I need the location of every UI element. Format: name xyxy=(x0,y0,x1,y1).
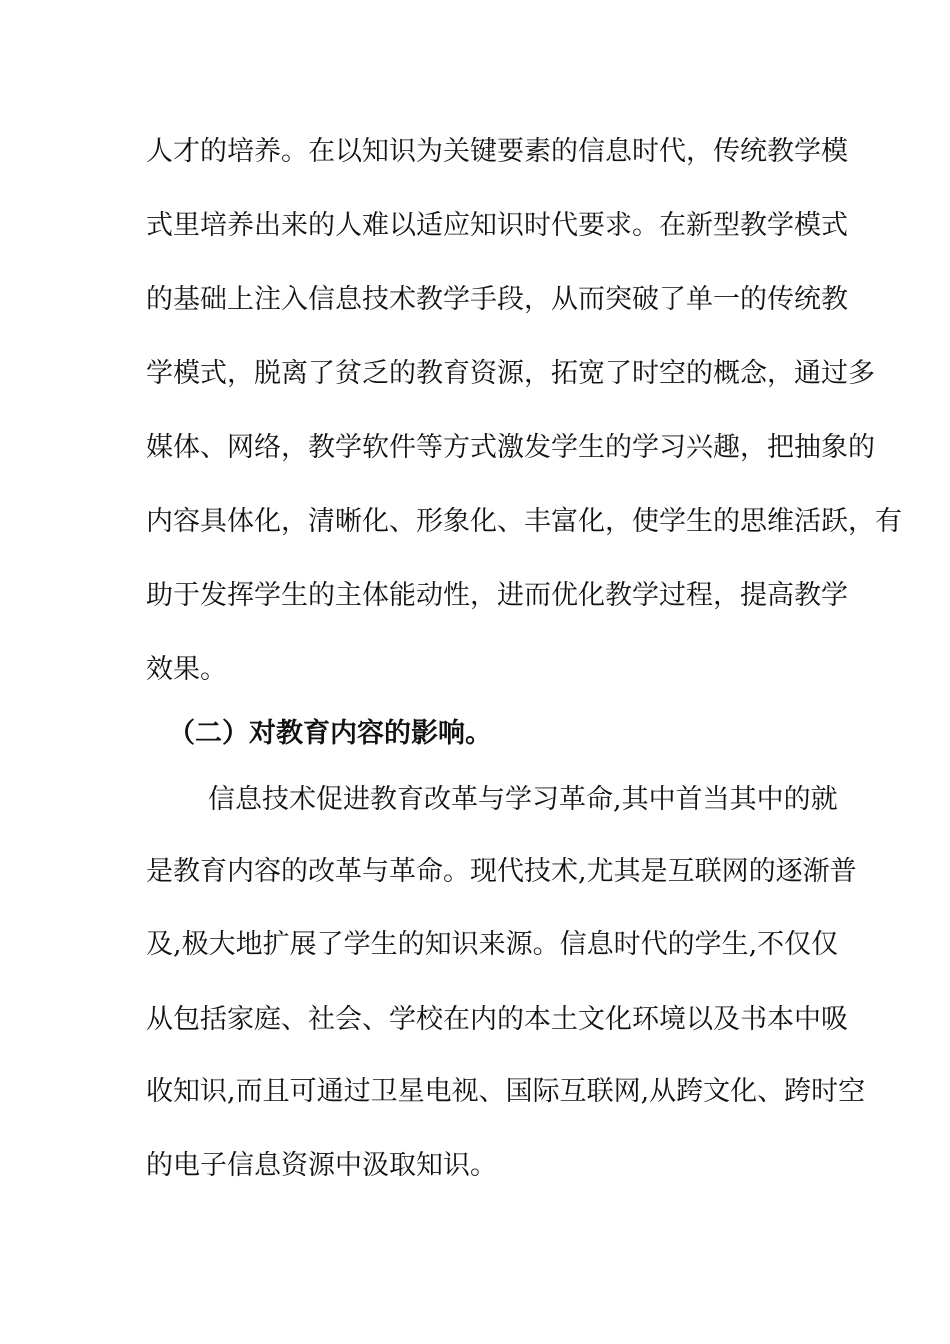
paragraph-2-line-3: 及,极大地扩展了学生的知识来源。信息时代的学生,不仅仅 xyxy=(146,929,839,960)
paragraph-2-line-1: 信息技术促进教育改革与学习革命,其中首当其中的就 xyxy=(208,784,838,815)
paragraph-1-line-1: 人才的培养。在以知识为关键要素的信息时代，传统教学模 xyxy=(146,136,848,167)
paragraph-2-line-6: 的电子信息资源中汲取知识。 xyxy=(146,1150,497,1181)
paragraph-2-line-5: 收知识,而且可通过卫星电视、国际互联网,从跨文化、跨时空 xyxy=(146,1076,866,1107)
paragraph-2-line-4: 从包括家庭、社会、学校在内的本土文化环境以及书本中吸 xyxy=(146,1004,848,1035)
paragraph-1-line-5: 媒体、网络，教学软件等方式激发学生的学习兴趣，把抽象的 xyxy=(146,432,875,463)
paragraph-1-line-4: 学模式，脱离了贫乏的教育资源，拓宽了时空的概念，通过多 xyxy=(146,358,875,389)
section-heading: （二）对教育内容的影响。 xyxy=(168,718,492,749)
paragraph-2-line-2: 是教育内容的改革与革命。现代技术,尤其是互联网的逐渐普 xyxy=(146,856,857,887)
paragraph-1-line-2: 式里培养出来的人难以适应知识时代要求。在新型教学模式 xyxy=(146,210,848,241)
paragraph-1-line-3: 的基础上注入信息技术教学手段，从而突破了单一的传统教 xyxy=(146,284,848,315)
paragraph-1-line-7: 助于发挥学生的主体能动性，进而优化教学过程，提高教学 xyxy=(146,580,848,611)
paragraph-1-line-6: 内容具体化，清晰化、形象化、丰富化，使学生的思维活跃，有 xyxy=(146,506,902,537)
paragraph-1-line-8: 效果。 xyxy=(146,654,227,685)
